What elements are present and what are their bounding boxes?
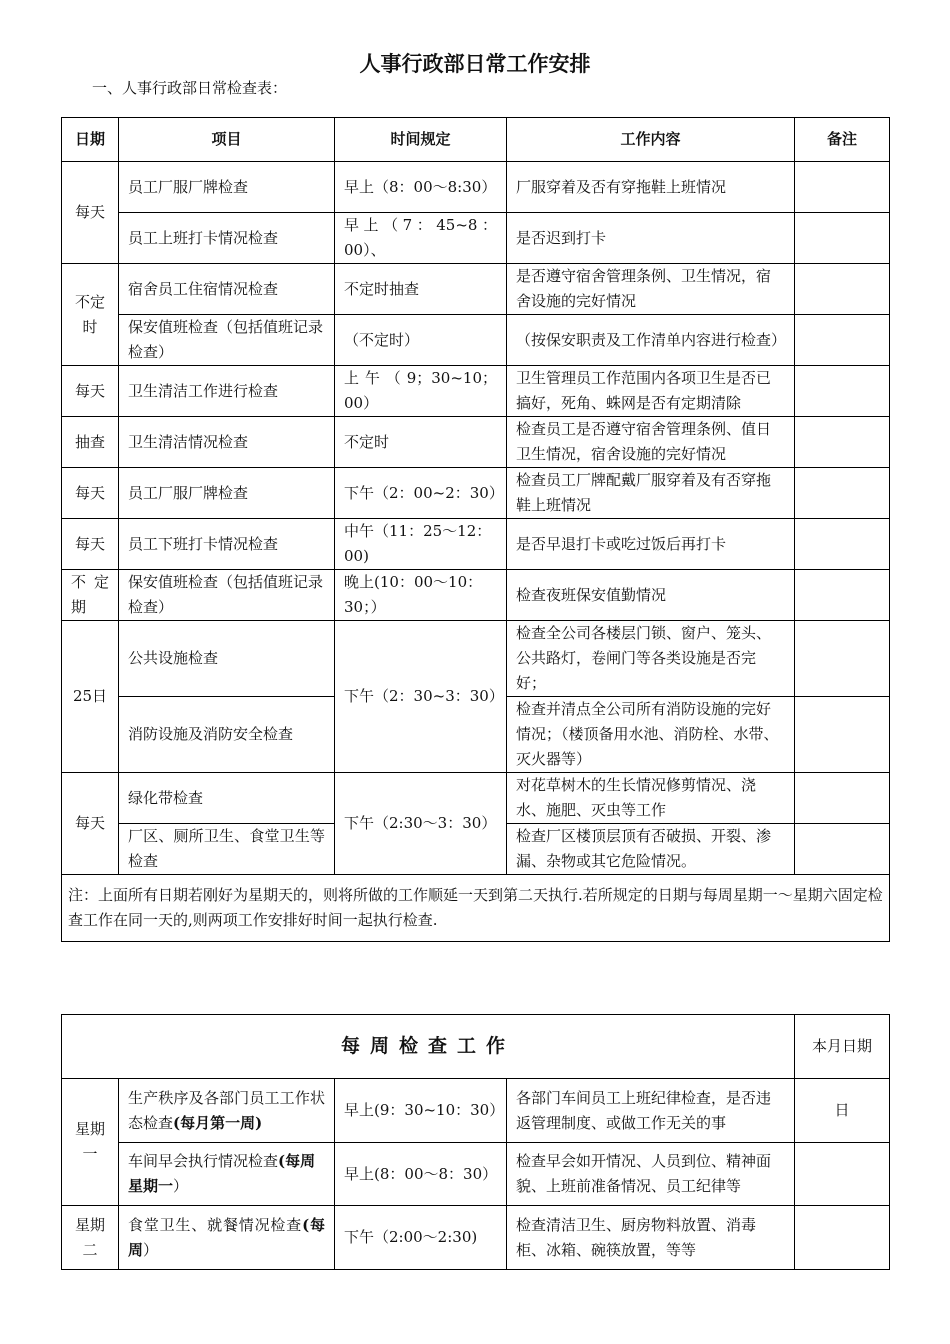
note-cell [795, 519, 890, 570]
note-cell [795, 366, 890, 417]
content-cell: 检查清洁卫生、厨房物料放置、消毒柜、冰箱、碗筷放置，等等 [507, 1206, 795, 1270]
note-cell [795, 264, 890, 315]
item-cell: 卫生清洁工作进行检查 [119, 366, 335, 417]
daily-check-table [61, 117, 890, 942]
item-cell: 员工下班打卡情况检查 [119, 519, 335, 570]
table-row [62, 519, 890, 570]
item-frequency: (每月第一周) [173, 1113, 263, 1132]
item-text: 生产秩序及各部门员工工作状态检查 [128, 1088, 325, 1132]
header-item: 项目 [119, 118, 335, 162]
header-time: 时间规定 [335, 118, 507, 162]
time-cell: 晚上(10：00～10：30；） [335, 570, 507, 621]
item-cell: 保安值班检查（包括值班记录检查） [119, 570, 335, 621]
item-cell: 绿化带检查 [119, 773, 335, 824]
content-cell: 检查员工是否遵守宿舍管理条例、值日卫生情况，宿舍设施的完好情况 [507, 417, 795, 468]
table-row [62, 1206, 890, 1270]
time-cell: 上午（9；30~10；00） [335, 366, 507, 417]
time-cell: 下午（2:00～2:30) [335, 1206, 507, 1270]
item-cell: 员工厂服厂牌检查 [119, 468, 335, 519]
table-row [62, 468, 890, 519]
weekly-heading: 每周检查工作 [62, 1015, 795, 1079]
item-cell: 员工上班打卡情况检查 [119, 213, 335, 264]
content-cell: 厂服穿着及否有穿拖鞋上班情况 [507, 162, 795, 213]
item-cell: 员工厂服厂牌检查 [119, 162, 335, 213]
table-row [62, 621, 890, 697]
weekday-cell: 星期二 [62, 1206, 119, 1270]
content-cell: 对花草树木的生长情况修剪情况、浇水、施肥、灭虫等工作 [507, 773, 795, 824]
time-cell: （不定时） [335, 315, 507, 366]
date-cell: 每天 [62, 519, 119, 570]
table-row [62, 417, 890, 468]
item-frequency: (每周星期一 [128, 1152, 316, 1195]
time-cell: 早上（7：45~8：00）、 [335, 213, 507, 264]
note-cell [795, 824, 890, 875]
date-cell: 日 [795, 1079, 890, 1143]
date-cell [795, 1206, 890, 1270]
table-footnote-row [62, 875, 890, 942]
date-cell: 抽查 [62, 417, 119, 468]
item-cell [119, 1143, 335, 1206]
item-tail: ） [173, 1177, 189, 1195]
section-subtitle: 一、人事行政部日常检查表： [92, 79, 288, 97]
content-cell: 是否遵守宿舍管理条例、卫生情况，宿舍设施的完好情况 [507, 264, 795, 315]
table-row [62, 213, 890, 264]
note-cell [795, 773, 890, 824]
content-cell: 检查早会如开情况、人员到位、精神面貌、上班前准备情况、员工纪律等 [507, 1143, 795, 1206]
note-cell [795, 468, 890, 519]
content-cell: 各部门车间员工上班纪律检查，是否违返管理制度、或做工作无关的事 [507, 1079, 795, 1143]
content-cell: 检查全公司各楼层门锁、窗户、笼头、公共路灯，卷闸门等各类设施是否完好； [507, 621, 795, 697]
header-month-date: 本月日期 [795, 1015, 890, 1079]
content-cell: 检查夜班保安值勤情况 [507, 570, 795, 621]
date-cell: 每天 [62, 366, 119, 417]
content-cell: 卫生管理员工作范围内各项卫生是否已搞好，死角、蛛网是否有定期清除 [507, 366, 795, 417]
content-cell: 是否迟到打卡 [507, 213, 795, 264]
item-cell: 保安值班检查（包括值班记录检查） [119, 315, 335, 366]
page-title: 人事行政部日常工作安排 [359, 52, 591, 76]
note-cell [795, 213, 890, 264]
table-row [62, 162, 890, 213]
note-cell [795, 697, 890, 773]
time-cell: 中午（11：25～12：00) [335, 519, 507, 570]
item-text: 食堂卫生、就餐情况检查 [128, 1215, 303, 1234]
table-header-row [62, 118, 890, 162]
item-cell [119, 1206, 335, 1270]
content-cell: 检查员工厂牌配戴厂服穿着及有否穿拖鞋上班情况 [507, 468, 795, 519]
date-cell: 25日 [62, 621, 119, 773]
time-cell: 不定时抽查 [335, 264, 507, 315]
item-cell: 厂区、厕所卫生、食堂卫生等检查 [119, 824, 335, 875]
content-cell: （按保安职责及工作清单内容进行检查） [507, 315, 795, 366]
header-date: 日期 [62, 118, 119, 162]
table-row [62, 366, 890, 417]
content-cell: 检查厂区楼顶层顶有否破损、开裂、渗漏、杂物或其它危险情况。 [507, 824, 795, 875]
item-frequency: (每周 [128, 1215, 325, 1259]
weekly-check-table [61, 1014, 890, 1270]
item-cell [119, 1079, 335, 1143]
item-cell: 卫生清洁情况检查 [119, 417, 335, 468]
date-cell: 每天 [62, 162, 119, 264]
note-cell [795, 570, 890, 621]
table-row [62, 773, 890, 824]
time-cell: 下午（2：00~2：30） [335, 468, 507, 519]
time-cell: 早上(8：00～8：30） [335, 1143, 507, 1206]
table-row [62, 1079, 890, 1143]
content-cell: 检查并清点全公司所有消防设施的完好情况；（楼顶备用水池、消防栓、水带、灭火器等） [507, 697, 795, 773]
date-cell [795, 1143, 890, 1206]
item-text: 车间早会执行情况检查 [128, 1152, 279, 1170]
content-cell: 是否早退打卡或吃过饭后再打卡 [507, 519, 795, 570]
date-cell: 每天 [62, 468, 119, 519]
table-row [62, 570, 890, 621]
item-cell: 宿舍员工住宿情况检查 [119, 264, 335, 315]
date-cell: 不定时 [62, 264, 119, 366]
table-row [62, 264, 890, 315]
time-cell: 下午（2：30~3：30） [335, 621, 507, 773]
note-cell [795, 162, 890, 213]
date-cell: 每天 [62, 773, 119, 875]
note-cell [795, 315, 890, 366]
table-row [62, 315, 890, 366]
table-header-row [62, 1015, 890, 1079]
note-cell [795, 621, 890, 697]
item-cell: 公共设施检查 [119, 621, 335, 697]
item-cell: 消防设施及消防安全检查 [119, 697, 335, 773]
table-row [62, 1143, 890, 1206]
time-cell: 早上(9：30~10：30） [335, 1079, 507, 1143]
header-note: 备注 [795, 118, 890, 162]
weekday-cell: 星期一 [62, 1079, 119, 1206]
note-cell [795, 417, 890, 468]
time-cell: 下午（2:30～3：30） [335, 773, 507, 875]
item-tail: ） [143, 1240, 159, 1259]
date-cell: 不定期 [62, 570, 119, 621]
time-cell: 不定时 [335, 417, 507, 468]
time-cell: 早上（8：00～8:30） [335, 162, 507, 213]
footnote: 注：上面所有日期若刚好为星期天的，则将所做的工作顺延一天到第二天执行.若所规定的日期与每周星期一～星期六固定检查工作在同一天的,则两项工作安排好时间一起执行检查. [62, 875, 890, 942]
header-content: 工作内容 [507, 118, 795, 162]
